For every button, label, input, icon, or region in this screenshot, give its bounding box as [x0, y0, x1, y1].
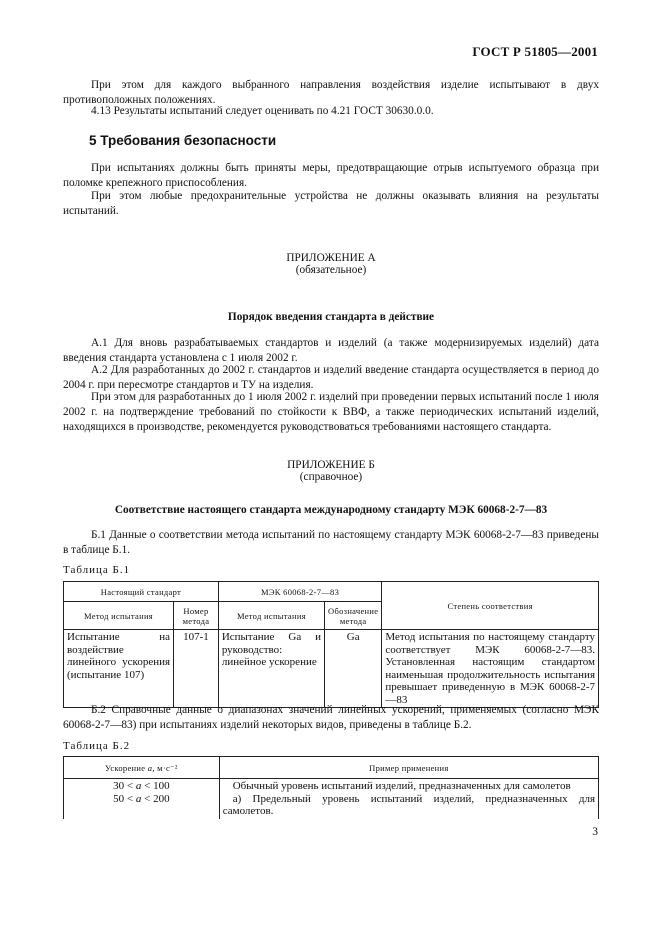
cell-number: 107-1 — [174, 630, 219, 708]
table-b2 — [63, 756, 599, 819]
header-method-designation: Обозначение метода — [325, 602, 382, 630]
standard-code-header: ГОСТ Р 51805—2001 — [472, 44, 598, 59]
example-2: а) Предельный уровень испытаний изделий, предназначенных для самолетов. — [222, 792, 595, 817]
accel-range-1 — [67, 780, 216, 793]
appendix-b-label: ПРИЛОЖЕНИЕ Б — [287, 459, 375, 471]
range-1-high: 100 — [153, 780, 170, 792]
paragraph-b2 — [63, 703, 599, 733]
section-5-title: 5 Требования безопасности — [89, 133, 277, 148]
header-iec-standard: МЭК 60068-2-7—83 — [218, 582, 382, 602]
accel-unit: , м·с⁻² — [152, 762, 178, 773]
paragraph-a1 — [63, 336, 599, 366]
paragraph-a2 — [63, 363, 599, 393]
paragraph-b1 — [63, 528, 599, 558]
lt-sign: < — [126, 792, 134, 805]
range-2-var: a — [135, 792, 142, 805]
cell-degree: Метод испытания по настоящему стандарту соответствует МЭК 60068-2-7—83. Установленная настоящим стандартом наименьшая продолжительность испытания превышает приведенную в МЭК 60068-2-7—83 — [382, 630, 599, 708]
header-national-standard: Настоящий стандарт — [64, 582, 219, 602]
table-row — [64, 779, 599, 819]
b1-text: Б.1 Данные о соответствии метода испытаний по настоящему стандарту МЭК 60068-2-7—83 приведены в таблице Б.1. — [63, 529, 599, 556]
header-degree: Степень соответствия — [382, 582, 599, 630]
cell-example — [219, 779, 598, 819]
header-test-method: Метод испытания — [64, 602, 174, 630]
range-2-high: 200 — [153, 792, 170, 805]
paragraph-intro-2 — [63, 104, 599, 119]
accel-prefix: Ускорение — [105, 762, 148, 773]
accel-var: a — [147, 762, 153, 773]
cell-iec-method: Испытание Ga и руководство: линейное ускорение — [218, 630, 324, 708]
header-example: Пример применения — [219, 757, 598, 779]
accel-range-2 — [67, 793, 216, 806]
b2-text: Б.2 Справочные данные о диапазонах значений линейных ускорений, применяемых (согласно МЭК 60068-2-7—83) при испытаниях изделий некоторых видов, приведены в таблице Б.2. — [63, 704, 599, 731]
paragraph-safety-2 — [63, 189, 599, 219]
intro-text-1: При этом для каждого выбранного направления воздействия изделие испытывают в двух противоположных положениях. — [63, 79, 599, 106]
paragraph-safety-1 — [63, 161, 599, 191]
table-row — [64, 630, 599, 708]
appendix-a-title: Порядок введения стандарта в действие — [227, 311, 435, 323]
lt-sign: < — [144, 792, 151, 805]
range-1-low: 30 — [113, 780, 125, 792]
range-1-var: a — [135, 780, 142, 792]
a1-text: А.1 Для вновь разрабатываемых стандартов и изделий (а также модернизируемых изделий) дата введения стандарта установлена с 1 июля 2002 г. — [63, 337, 599, 364]
safety-text-2: При этом любые предохранительные устройства не должны оказывать влияния на результаты испытаний. — [63, 190, 599, 217]
safety-text-1: При испытаниях должны быть приняты меры, предотвращающие отрыв испытуемого образца при поломке крепежного приспособления. — [63, 162, 599, 189]
table-b2-caption: Таблица Б.2 — [63, 740, 131, 752]
appendix-a-label: ПРИЛОЖЕНИЕ А — [286, 252, 376, 264]
header-acceleration — [64, 757, 220, 779]
cell-designation: Ga — [325, 630, 382, 708]
example-1: Обычный уровень испытаний изделий, предназначенных для самолетов — [232, 780, 571, 792]
header-method-number: Номер метода — [174, 602, 219, 630]
appendix-b-status: (справочное) — [299, 471, 363, 483]
lt-sign: < — [144, 780, 151, 792]
lt-sign: < — [126, 780, 134, 792]
a2-text: А.2 Для разработанных до 2002 г. стандартов и изделий введение стандарта осуществляется в период до 2004 г. при пересмотре стандартов и ТУ на изделия. — [63, 364, 599, 391]
appendix-a-status: (обязательное) — [295, 264, 367, 276]
page-number: 3 — [592, 826, 598, 838]
intro-text-2: 4.13 Результаты испытаний следует оценивать по 4.21 ГОСТ 30630.0.0. — [91, 105, 434, 117]
header-iec-test-method: Метод испытания — [218, 602, 324, 630]
cell-method: Испытание на воздействие линейного ускорения (испытание 107) — [64, 630, 174, 708]
a3-text: При этом для разработанных до 1 июля 2002 г. изделий при проведении первых испытаний после 1 июля 2002 г. на подтверждение требований по стойкости к ВВФ, а также периодических испытаний изделий, находящихся в производстве, рекомендуется руководствоваться требованиями настоящего стандарта. — [63, 391, 599, 433]
table-b1 — [63, 581, 599, 708]
cell-acceleration — [64, 779, 220, 819]
range-2-low: 50 — [113, 792, 125, 805]
table-b1-caption: Таблица Б.1 — [63, 564, 131, 576]
appendix-b-title: Соответствие настоящего стандарта международному стандарту МЭК 60068-2-7—83 — [114, 504, 548, 516]
paragraph-a3 — [63, 390, 599, 435]
